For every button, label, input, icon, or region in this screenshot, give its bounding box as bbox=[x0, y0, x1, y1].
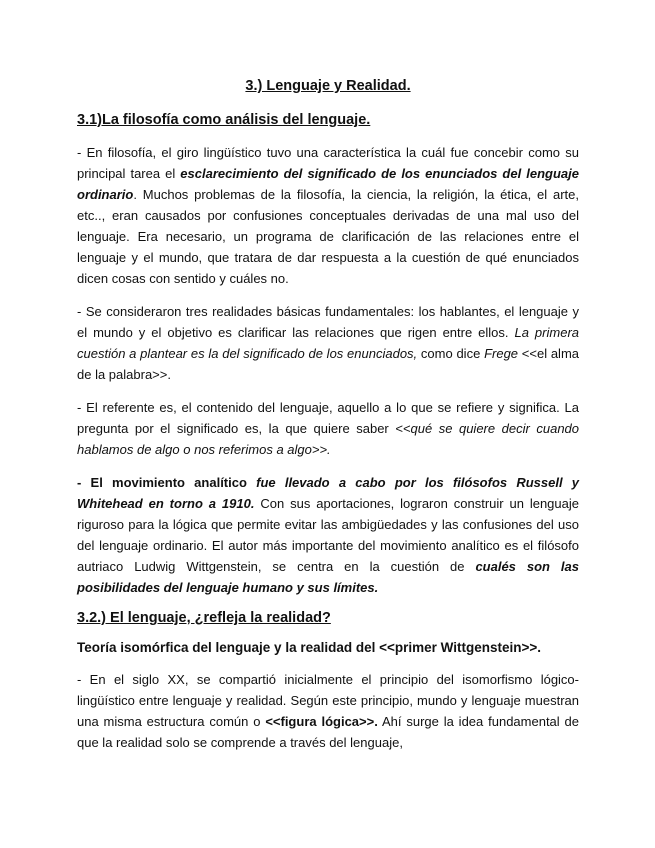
text-run: Ahí surge la idea fundamental de que la realidad solo se comprende a través del lenguaje, bbox=[77, 714, 579, 750]
emphasis-run: La primera cuestión a plantear es la del significado de los enunciados, bbox=[77, 325, 579, 361]
text-run: - En el siglo XX, se compartió inicialmente el principio del isomorfismo lógico-lingüístico entre lenguaje y realidad. Según este principio, mundo y lenguaje muestran una misma estructura común o bbox=[77, 672, 579, 729]
section-3-1-paragraph-3 bbox=[77, 397, 579, 460]
section-3-2-subheading: Teoría isomórfica del lenguaje y la realidad del <<primer Wittgenstein>>. bbox=[77, 640, 542, 655]
emphasis-run: fue llevado a cabo por los filósofos Russell y Whitehead en torno a 1910. bbox=[77, 475, 579, 511]
document-body bbox=[77, 78, 579, 765]
text-run: - Se consideraron tres realidades básicas fundamentales: los hablantes, el lenguaje y el mundo y el objetivo es clarificar las relaciones que rigen entre ellos. bbox=[77, 304, 579, 340]
text-run: <<el alma de la palabra>>. bbox=[77, 346, 580, 382]
section-3-1-paragraph-1 bbox=[77, 142, 579, 289]
section-3-2-paragraph-1 bbox=[77, 669, 579, 753]
strong-run: <<figura lógica>>. bbox=[265, 714, 378, 729]
text-run: como dice bbox=[417, 346, 485, 361]
section-3-1-paragraph-4 bbox=[77, 472, 579, 598]
document-title: 3.) Lenguaje y Realidad. bbox=[245, 78, 411, 94]
emphasis-run: cualés son las posibilidades del lenguaje humano y sus límites. bbox=[77, 559, 579, 595]
emphasis-run: esclarecimiento del significado de los enunciados del lenguaje ordinario bbox=[77, 166, 579, 202]
emphasis-run: Frege bbox=[484, 346, 519, 361]
text-run: - En filosofía, el giro lingüístico tuvo una característica la cuál fue concebir como su principal tarea el bbox=[77, 145, 579, 181]
text-run: Con sus aportaciones, lograron construir un lenguaje riguroso para la lógica que permite evitar las ambigüedades y las confusiones del uso del lenguaje ordinario. El autor más importante del movimiento analítico es el filósofo autriaco Ludwig Wittgenstein, se centra en la cuestión de bbox=[77, 496, 579, 574]
section-3-2-heading: 3.2.) El lenguaje, ¿refleja la realidad? bbox=[77, 610, 331, 626]
emphasis-run: <<qué se quiere decir cuando hablamos de algo o nos referimos a algo>>. bbox=[77, 421, 580, 457]
section-3-1-heading: 3.1)La filosofía como análisis del lenguaje. bbox=[77, 112, 371, 128]
text-run: - El referente es, el contenido del lenguaje, aquello a lo que se refiere y significa. La pregunta por el significado es, la que quiere saber bbox=[77, 400, 579, 436]
section-3-1-paragraph-2 bbox=[77, 301, 579, 385]
strong-run: - El movimiento analítico bbox=[77, 475, 257, 490]
text-run: . Muchos problemas de la filosofía, la ciencia, la religión, la ética, el arte, etc.., eran causados por confusiones conceptuales derivadas de una mal uso del lenguaje. Era necesario, un programa de clarificación de las relaciones entre el lenguaje y el mundo, que tratara de dar respuesta a la cuestión de qué enunciados dicen cosas con sentido y cuáles no. bbox=[77, 187, 579, 286]
